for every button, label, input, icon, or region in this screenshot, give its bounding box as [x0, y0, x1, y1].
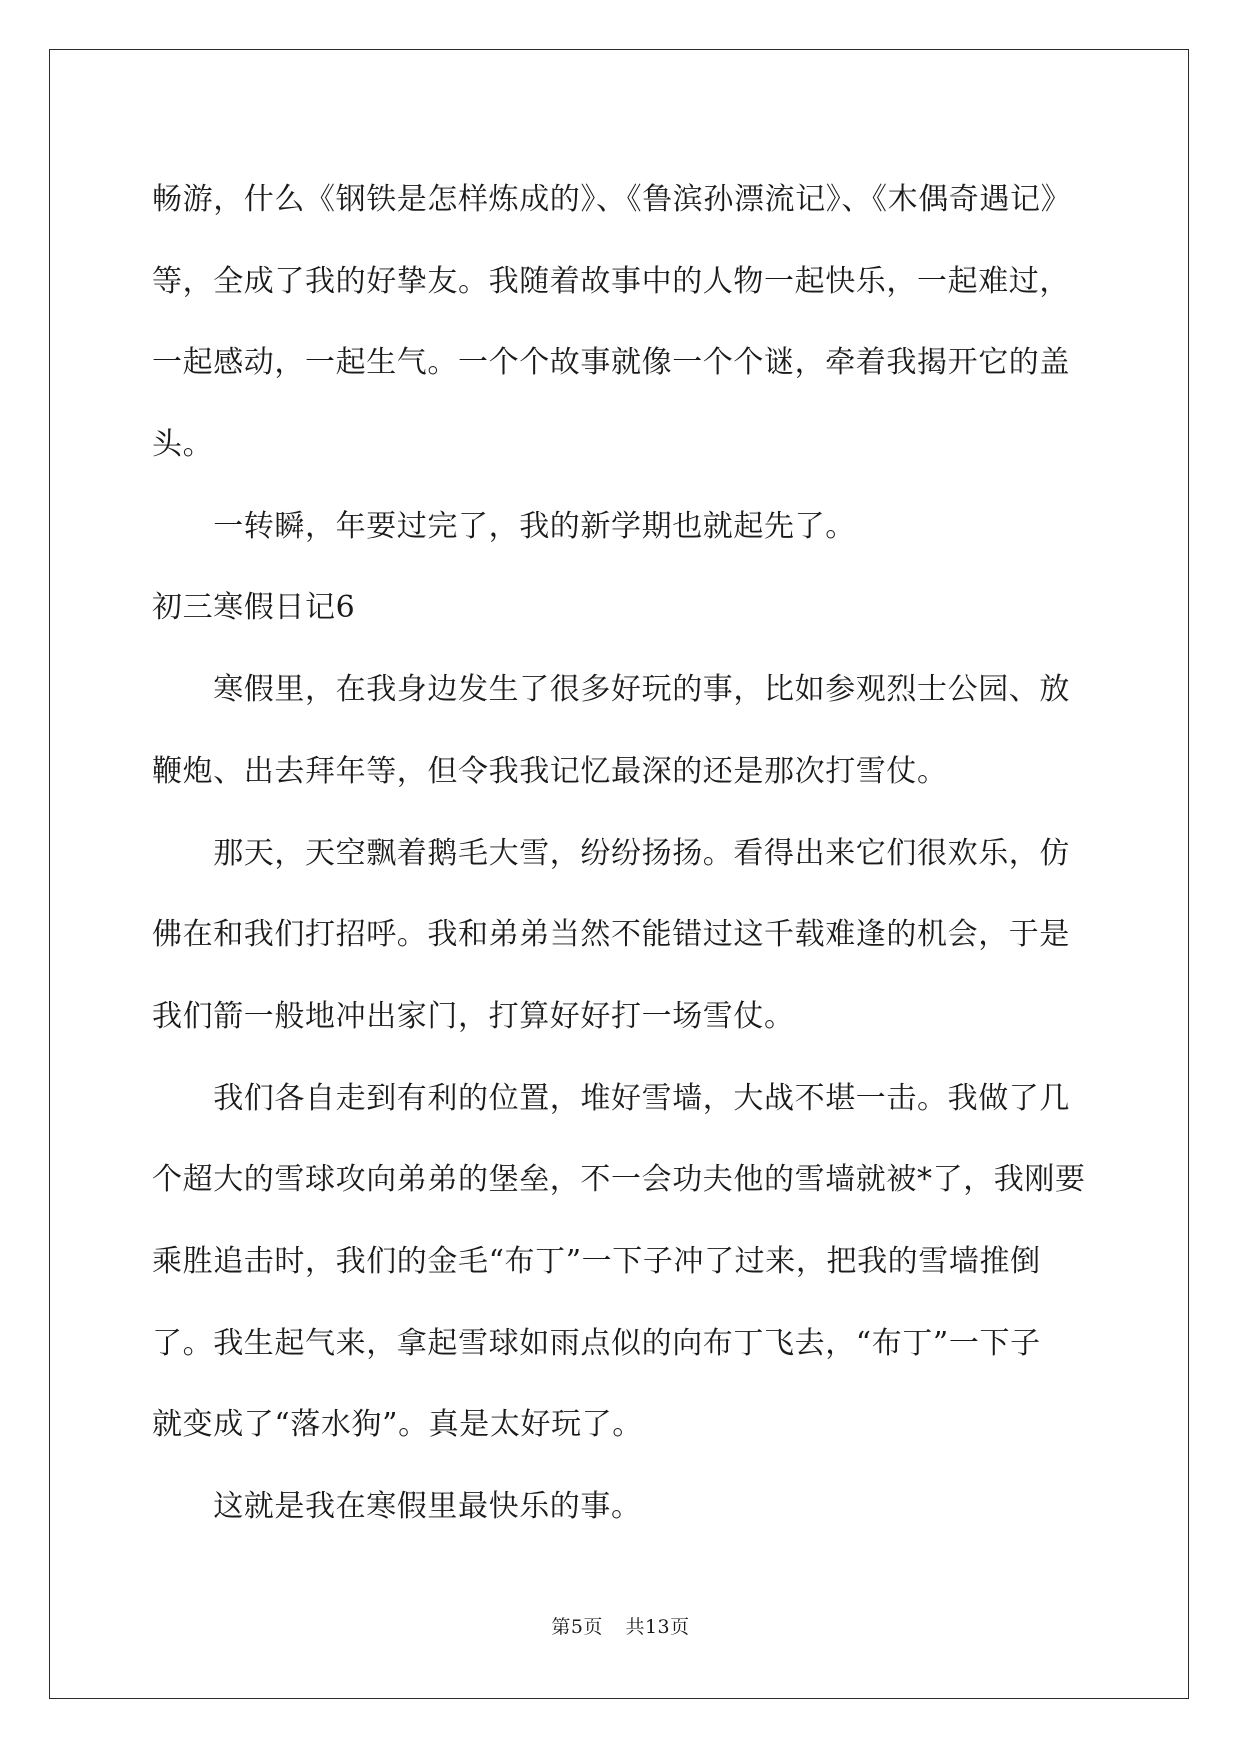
- text-line: 畅游，什么《钢铁是怎样炼成的》、《鲁滨孙漂流记》、《木偶奇遇记》: [152, 182, 1072, 217]
- text-line: 我们各自走到有利的位置，堆好雪墙，大战不堪一击。我做了几: [152, 1080, 1070, 1116]
- text-line: 那天，天空飘着鹅毛大雪，纷纷扬扬。看得出来它们很欢乐，仿: [152, 835, 1070, 871]
- text-line: 乘胜追击时，我们的金毛“布丁”一下子冲了过来，把我的雪墙推倒: [152, 1243, 1041, 1279]
- text-line: 了。我生起气来，拿起雪球如雨点似的向布丁飞去，“布丁”一下子: [152, 1325, 1041, 1361]
- text-line: 这就是我在寒假里最快乐的事。: [152, 1489, 642, 1524]
- section-heading: 初三寒假日记6: [152, 590, 356, 626]
- text-line: 就变成了“落水狗”。真是太好玩了。: [152, 1407, 643, 1443]
- document-body: [152, 159, 1087, 1548]
- text-line: 鞭炮、出去拜年等，但令我我记忆最深的还是那次打雪仗。: [152, 753, 948, 789]
- page-footer: [0, 1612, 1241, 1639]
- text-line: 头。: [152, 427, 214, 463]
- text-line: 我们箭一般地冲出家门，打算好好打一场雪仗。: [152, 998, 795, 1034]
- text-line: 佛在和我们打招呼。我和弟弟当然不能错过这千载难逢的机会，于是: [152, 917, 1070, 953]
- text-line: 一起感动，一起生气。一个个故事就像一个个谜，牵着我揭开它的盖: [152, 345, 1070, 381]
- page-number: 第5页: [551, 1616, 603, 1638]
- text-line: 等，全成了我的好挚友。我随着故事中的人物一起快乐，一起难过，: [152, 263, 1070, 299]
- text-line: 寒假里，在我身边发生了很多好玩的事，比如参观烈士公园、放: [152, 672, 1070, 708]
- page-total: 共13页: [625, 1616, 690, 1638]
- text-line: 一转瞬，年要过完了，我的新学期也就起先了。: [152, 508, 856, 544]
- text-line: 个超大的雪球攻向弟弟的堡垒，不一会功夫他的雪墙就被*了，我刚要: [152, 1162, 1086, 1198]
